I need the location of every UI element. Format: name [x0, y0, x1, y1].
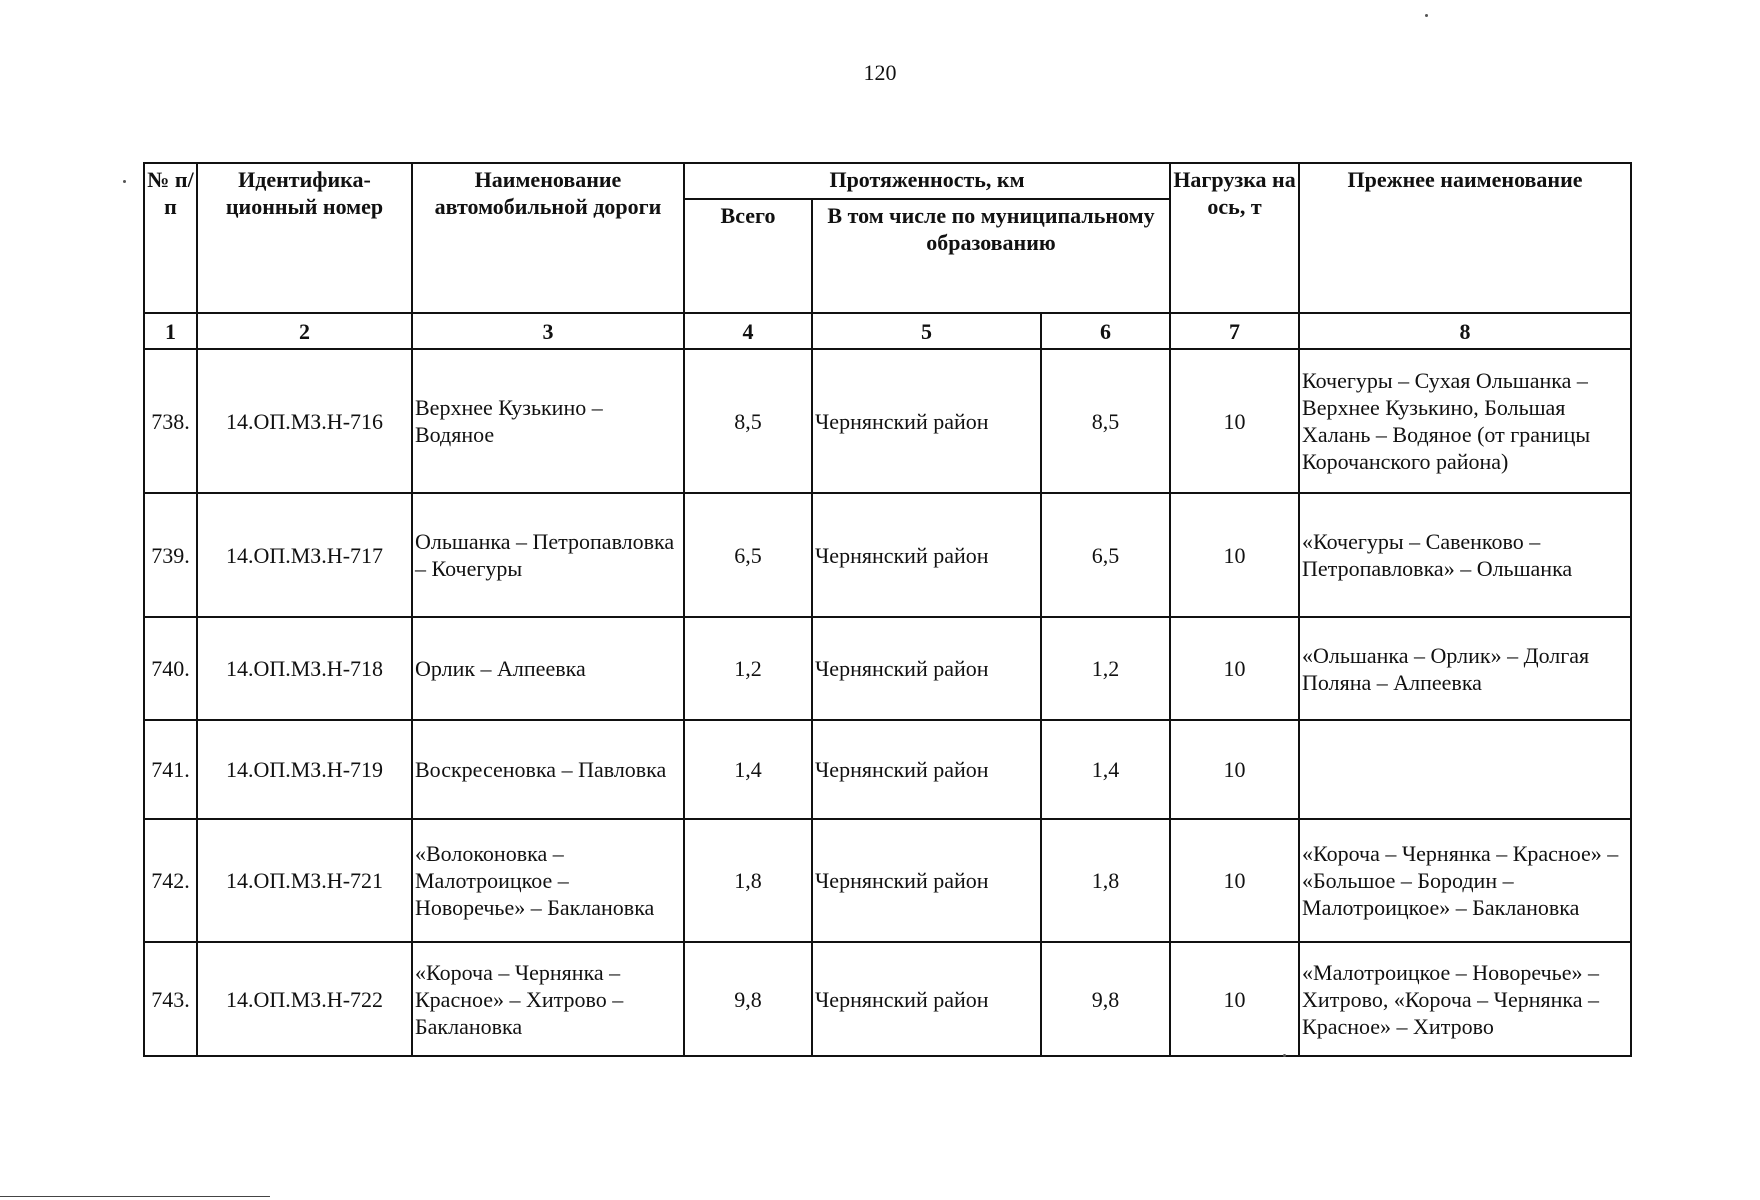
- cell-load: 10: [1170, 819, 1299, 942]
- cell-district-km: 8,5: [1041, 349, 1170, 493]
- cell-total: 1,2: [684, 617, 812, 720]
- cell-num: 739.: [144, 493, 197, 617]
- header-num: № п/п: [144, 163, 197, 313]
- cell-load: 10: [1170, 493, 1299, 617]
- roads-table: [143, 162, 1632, 1057]
- scan-edge-line: [0, 1196, 270, 1197]
- table-row: [144, 819, 1631, 942]
- cell-total: 6,5: [684, 493, 812, 617]
- cell-district-km: 6,5: [1041, 493, 1170, 617]
- cell-id: 14.ОП.МЗ.Н-717: [197, 493, 412, 617]
- cell-name: «Короча – Чернянка – Красное» – Хитрово – Баклановка: [412, 942, 684, 1056]
- scan-speck: [1283, 1054, 1286, 1057]
- column-number: 4: [684, 313, 812, 349]
- cell-district: Чернянский район: [812, 617, 1041, 720]
- cell-num: 740.: [144, 617, 197, 720]
- cell-district-km: 1,2: [1041, 617, 1170, 720]
- cell-total: 1,8: [684, 819, 812, 942]
- scan-speck: [123, 180, 126, 183]
- cell-total: 9,8: [684, 942, 812, 1056]
- cell-district: Чернянский район: [812, 493, 1041, 617]
- cell-prev: Кочегуры – Сухая Ольшанка – Верхнее Кузькино, Большая Халань – Водяное (от границы Корочанского района): [1299, 349, 1631, 493]
- header-name: Наименование автомобильной дороги: [412, 163, 684, 313]
- header-incl: В том числе по муниципальному образованию: [812, 199, 1170, 313]
- header-length: Протяженность, км: [684, 163, 1170, 199]
- cell-name: Орлик – Алпеевка: [412, 617, 684, 720]
- header-id: Идентифика-ционный номер: [197, 163, 412, 313]
- cell-load: 10: [1170, 617, 1299, 720]
- cell-name: Воскресеновка – Павловка: [412, 720, 684, 819]
- cell-total: 1,4: [684, 720, 812, 819]
- cell-total: 8,5: [684, 349, 812, 493]
- column-number: 2: [197, 313, 412, 349]
- column-numbers-row: [144, 313, 1631, 349]
- cell-district: Чернянский район: [812, 942, 1041, 1056]
- table-row: [144, 942, 1631, 1056]
- table-row: [144, 617, 1631, 720]
- cell-id: 14.ОП.МЗ.Н-722: [197, 942, 412, 1056]
- cell-num: 741.: [144, 720, 197, 819]
- cell-district-km: 9,8: [1041, 942, 1170, 1056]
- page-number: 120: [863, 60, 897, 85]
- cell-num: 738.: [144, 349, 197, 493]
- table-row: [144, 720, 1631, 819]
- cell-name: «Волоконовка – Малотроицкое – Новоречье» – Баклановка: [412, 819, 684, 942]
- column-number: 8: [1299, 313, 1631, 349]
- cell-prev: «Малотроицкое – Новоречье» – Хитрово, «Короча – Чернянка – Красное» – Хитрово: [1299, 942, 1631, 1056]
- table-body: [144, 349, 1631, 1056]
- cell-load: 10: [1170, 349, 1299, 493]
- cell-id: 14.ОП.МЗ.Н-718: [197, 617, 412, 720]
- cell-id: 14.ОП.МЗ.Н-721: [197, 819, 412, 942]
- cell-name: Верхнее Кузькино – Водяное: [412, 349, 684, 493]
- cell-load: 10: [1170, 720, 1299, 819]
- cell-num: 743.: [144, 942, 197, 1056]
- cell-name: Ольшанка – Петропавловка – Кочегуры: [412, 493, 684, 617]
- cell-district: Чернянский район: [812, 819, 1041, 942]
- column-number: 3: [412, 313, 684, 349]
- cell-district: Чернянский район: [812, 720, 1041, 819]
- header-total: Всего: [684, 199, 812, 313]
- header-load: Нагрузка на ось, т: [1170, 163, 1299, 313]
- column-number: 1: [144, 313, 197, 349]
- cell-district: Чернянский район: [812, 349, 1041, 493]
- column-number: 6: [1041, 313, 1170, 349]
- cell-load: 10: [1170, 942, 1299, 1056]
- cell-prev: «Ольшанка – Орлик» – Долгая Поляна – Алпеевка: [1299, 617, 1631, 720]
- cell-prev: «Кочегуры – Савенково – Петропавловка» – Ольшанка: [1299, 493, 1631, 617]
- table-header: [144, 163, 1631, 349]
- cell-prev: [1299, 720, 1631, 819]
- cell-id: 14.ОП.МЗ.Н-719: [197, 720, 412, 819]
- cell-district-km: 1,4: [1041, 720, 1170, 819]
- cell-district-km: 1,8: [1041, 819, 1170, 942]
- cell-id: 14.ОП.МЗ.Н-716: [197, 349, 412, 493]
- cell-num: 742.: [144, 819, 197, 942]
- table-row: [144, 493, 1631, 617]
- header-prev: Прежнее наименование: [1299, 163, 1631, 313]
- table-row: [144, 349, 1631, 493]
- column-number: 5: [812, 313, 1041, 349]
- cell-prev: «Короча – Чернянка – Красное» – «Большое – Бородин – Малотроицкое» – Баклановка: [1299, 819, 1631, 942]
- column-number: 7: [1170, 313, 1299, 349]
- scan-speck: [1425, 14, 1428, 17]
